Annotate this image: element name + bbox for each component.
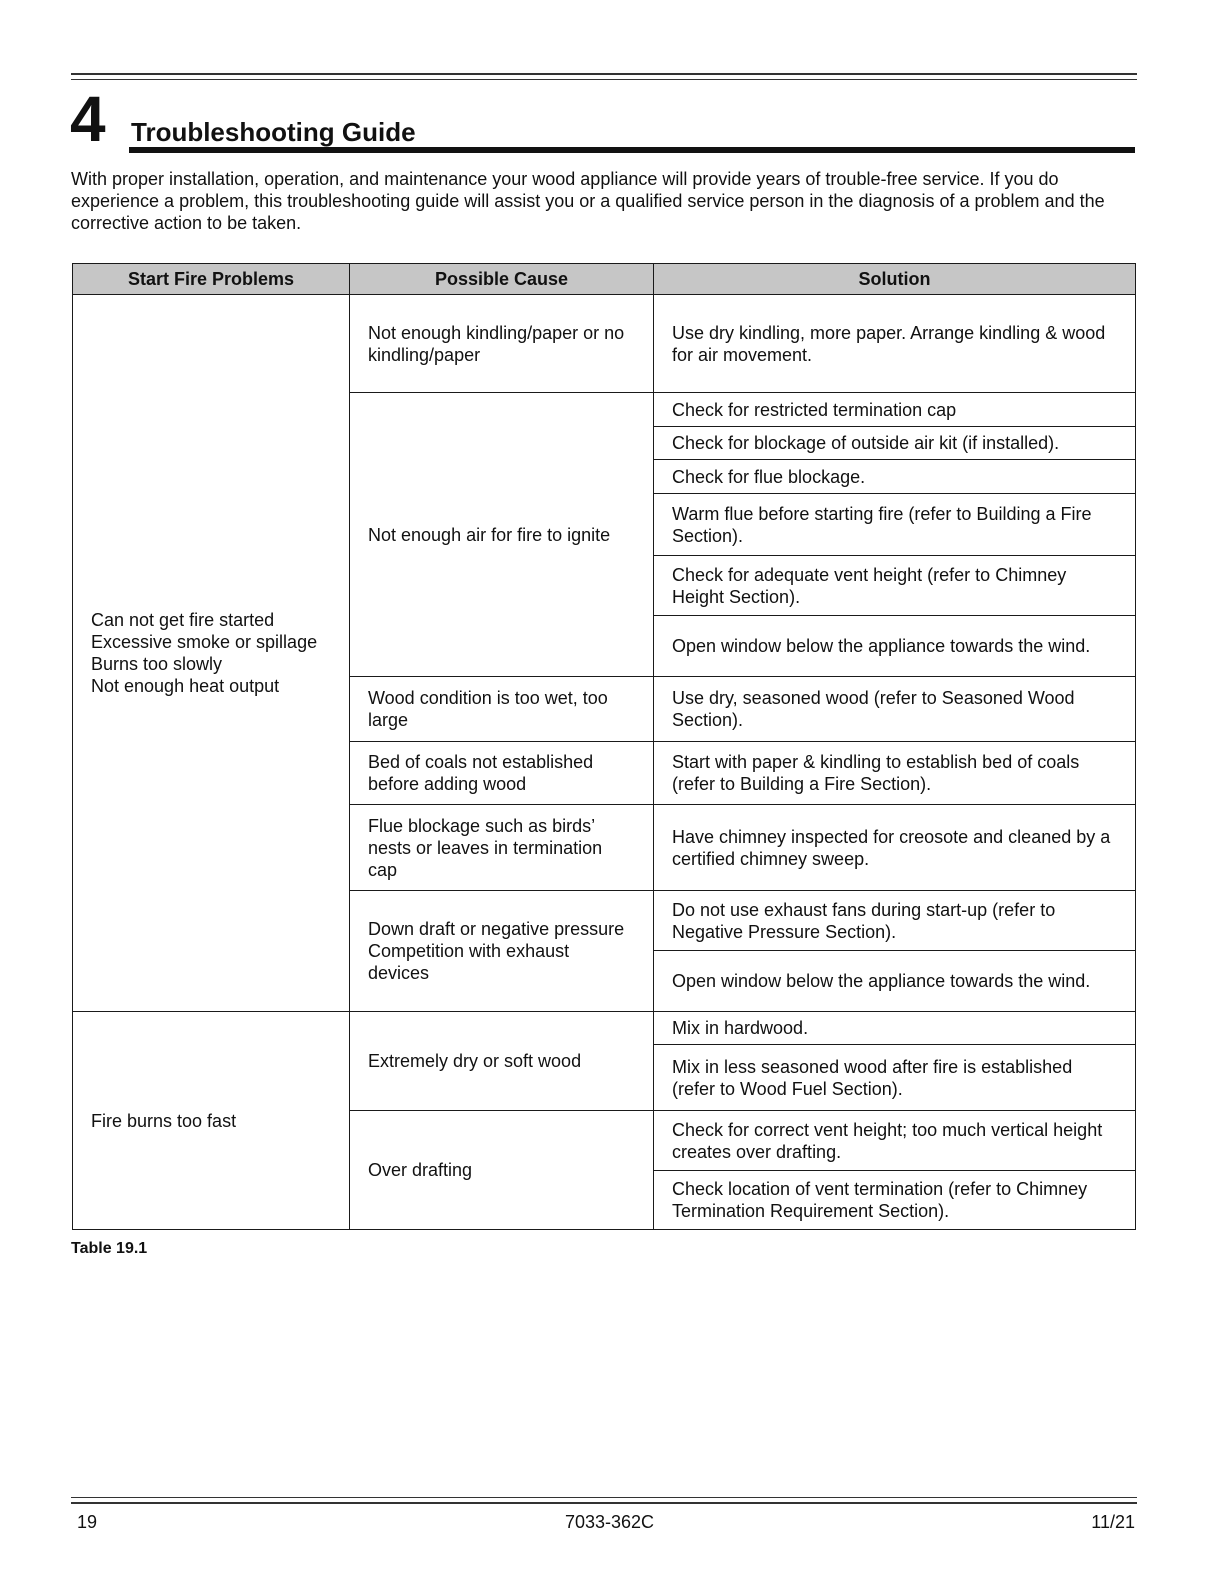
solution-cell: Check for flue blockage. xyxy=(654,460,1136,494)
table-header-row xyxy=(73,264,1136,295)
solution-cell: Check for restricted termination cap xyxy=(654,393,1136,427)
problem-cell: Fire burns too fast xyxy=(73,1012,350,1230)
section-title: Troubleshooting Guide xyxy=(131,117,416,147)
cause-line: Down draft or negative pressure xyxy=(368,919,625,939)
solution-cell: Check for blockage of outside air kit (if installed). xyxy=(654,427,1136,460)
cause-line: Competition with exhaust devices xyxy=(368,941,570,983)
solution-cell: Mix in less seasoned wood after fire is established (refer to Wood Fuel Section). xyxy=(654,1045,1136,1111)
header-problems: Start Fire Problems xyxy=(73,264,350,295)
solution-cell: Check for correct vent height; too much vertical height creates over drafting. xyxy=(654,1111,1136,1171)
solution-cell: Open window below the appliance towards the wind. xyxy=(654,616,1136,677)
cause-cell: Over drafting xyxy=(350,1111,654,1230)
table-caption: Table 19.1 xyxy=(71,1240,148,1257)
table-row xyxy=(73,1012,1136,1045)
section-number: 4 xyxy=(70,83,106,155)
solution-cell: Check location of vent termination (refer to Chimney Termination Requirement Section). xyxy=(654,1171,1136,1230)
revision-date: 11/21 xyxy=(1091,1512,1135,1532)
header-solution: Solution xyxy=(654,264,1136,295)
solution-cell: Mix in hardwood. xyxy=(654,1012,1136,1045)
footer-rule-top xyxy=(71,1497,1137,1498)
cause-cell: Flue blockage such as birds’ nests or leaves in termination cap xyxy=(350,805,654,891)
problem-line: Can not get fire started xyxy=(91,610,275,630)
solution-cell: Use dry, seasoned wood (refer to Seasoned Wood Section). xyxy=(654,677,1136,742)
cause-cell xyxy=(350,891,654,1012)
problem-line: Excessive smoke or spillage xyxy=(91,632,318,652)
header-rule-top xyxy=(71,73,1137,75)
problem-line: Burns too slowly xyxy=(91,654,223,674)
solution-cell: Open window below the appliance towards the wind. xyxy=(654,951,1136,1012)
cause-cell: Wood condition is too wet, too large xyxy=(350,677,654,742)
cause-cell: Bed of coals not established before adding wood xyxy=(350,742,654,805)
solution-cell: Have chimney inspected for creosote and cleaned by a certified chimney sweep. xyxy=(654,805,1136,891)
footer-rule-bottom xyxy=(71,1502,1137,1504)
troubleshooting-table xyxy=(72,263,1136,1230)
solution-cell: Do not use exhaust fans during start-up (refer to Negative Pressure Section). xyxy=(654,891,1136,951)
problem-line: Not enough heat output xyxy=(91,676,280,696)
document-number: 7033-362C xyxy=(564,1512,655,1532)
problem-cell xyxy=(73,295,350,1012)
intro-paragraph: With proper installation, operation, and maintenance your wood appliance will provide years of trouble-free service. If you do experience a problem, this troubleshooting guide will assist you or a qualified service person in the diagnosis of a problem and the corrective action to be taken. xyxy=(71,169,1105,233)
header-rule-bottom xyxy=(71,79,1137,80)
cause-cell: Extremely dry or soft wood xyxy=(350,1012,654,1111)
page-number: 19 xyxy=(77,1512,98,1532)
cause-cell: Not enough kindling/paper or no kindling/paper xyxy=(350,295,654,393)
solution-cell: Use dry kindling, more paper. Arrange kindling & wood for air movement. xyxy=(654,295,1136,393)
table-row xyxy=(73,295,1136,393)
solution-cell: Warm flue before starting fire (refer to Building a Fire Section). xyxy=(654,494,1136,556)
header-cause: Possible Cause xyxy=(350,264,654,295)
title-underline-bar xyxy=(129,147,1135,153)
cause-cell: Not enough air for fire to ignite xyxy=(350,393,654,677)
solution-cell: Check for adequate vent height (refer to Chimney Height Section). xyxy=(654,556,1136,616)
solution-cell: Start with paper & kindling to establish bed of coals (refer to Building a Fire Section). xyxy=(654,742,1136,805)
